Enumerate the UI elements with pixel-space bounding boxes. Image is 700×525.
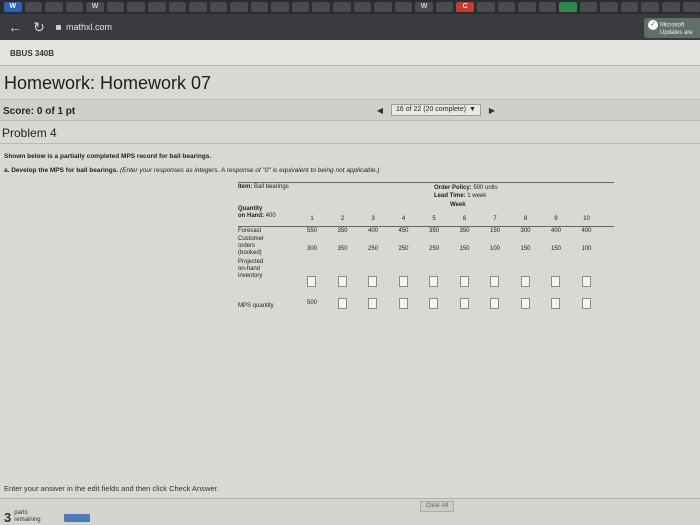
browser-tab[interactable] (312, 2, 330, 12)
customer-orders-value: 250 (398, 246, 409, 252)
browser-tab[interactable] (580, 2, 598, 12)
forecast-value: 400 (550, 228, 561, 234)
order-policy: Order Policy: 500 units Lead Time: 1 week (434, 185, 498, 199)
projected-inventory-input[interactable] (429, 276, 438, 287)
projected-inventory-input[interactable] (399, 276, 408, 287)
part-a-prompt: a. Develop the MPS for ball bearings. (Enter your responses as integers. A response of "0" is equivalent to being not applicable.) (4, 167, 380, 174)
week-number: 9 (554, 216, 558, 222)
lock-icon (56, 25, 61, 30)
browser-tab[interactable] (518, 2, 536, 12)
projected-inventory-input[interactable] (521, 276, 530, 287)
customer-orders-label: Customer orders (booked) (238, 236, 265, 256)
browser-tab[interactable]: W (86, 2, 104, 12)
score-bar (0, 99, 700, 121)
browser-tab[interactable]: W (415, 2, 433, 12)
forecast-value: 350 (337, 228, 348, 234)
problem-title: Problem 4 (2, 126, 57, 140)
browser-tab[interactable] (230, 2, 248, 12)
browser-tab[interactable] (66, 2, 84, 12)
forecast-value: 300 (520, 228, 531, 234)
projected-inventory-input[interactable] (551, 276, 560, 287)
week-header: Week (450, 202, 466, 208)
dropdown-caret-icon: ▼ (469, 106, 476, 113)
problem-intro: Shown below is a partially completed MPS record for ball bearings. (4, 153, 212, 160)
forecast-value: 400 (367, 228, 378, 234)
projected-inventory-label: Projected on-hand inventory (238, 259, 264, 279)
forecast-value: 550 (306, 228, 317, 234)
browser-tab[interactable] (107, 2, 125, 12)
mps-quantity-input[interactable] (429, 298, 438, 309)
forecast-value: 350 (428, 228, 439, 234)
browser-tab[interactable] (169, 2, 187, 12)
browser-tab[interactable] (662, 2, 680, 12)
question-select[interactable]: 16 of 22 (20 complete) ▼ (391, 104, 481, 116)
projected-inventory-input[interactable] (460, 276, 469, 287)
customer-orders-value: 100 (489, 246, 500, 252)
bottom-bar (0, 498, 700, 525)
mps-quantity-input[interactable] (399, 298, 408, 309)
parts-remaining: 3 parts remaining (4, 510, 41, 525)
mps-quantity-label: MPS quantity (238, 303, 274, 309)
browser-tab[interactable] (641, 2, 659, 12)
browser-tab[interactable] (436, 2, 454, 12)
week-number: 5 (432, 216, 436, 222)
browser-tab[interactable] (333, 2, 351, 12)
instruction-note: Enter your answer in the edit fields and then click Check Answer. (4, 484, 219, 493)
browser-tab[interactable] (148, 2, 166, 12)
week-number: 8 (523, 216, 528, 222)
reload-icon[interactable]: ↻ (33, 19, 45, 35)
browser-tab[interactable] (210, 2, 228, 12)
customer-orders-value: 250 (367, 246, 378, 252)
browser-tab[interactable] (559, 2, 577, 12)
browser-tab[interactable] (127, 2, 145, 12)
address-bar[interactable] (56, 22, 112, 32)
browser-tab[interactable] (600, 2, 618, 12)
mps-quantity-input[interactable] (551, 298, 560, 309)
browser-tab[interactable] (395, 2, 413, 12)
customer-orders-value: 350 (337, 246, 348, 252)
week-number: 1 (310, 216, 314, 222)
forecast-value: 450 (398, 228, 409, 234)
mps-quantity-input[interactable] (521, 298, 530, 309)
week-number: 6 (462, 216, 467, 222)
question-navigator (375, 104, 497, 116)
browser-tab[interactable] (25, 2, 43, 12)
clear-all-button[interactable]: Clear All (420, 501, 454, 512)
customer-orders-value: 150 (459, 246, 470, 252)
divider (0, 143, 700, 144)
customer-orders-value: 300 (306, 246, 317, 252)
quantity-on-hand-label: Quantity on Hand: 400 (238, 206, 276, 219)
forecast-value: 400 (581, 228, 592, 234)
browser-tab[interactable] (621, 2, 639, 12)
update-icon: ✓ (648, 20, 658, 30)
week-number: 10 (583, 216, 590, 222)
customer-orders-value: 100 (581, 246, 592, 252)
table-rule (238, 182, 614, 183)
browser-tab[interactable] (251, 2, 269, 12)
url-text: mathxl.com (66, 22, 113, 32)
mps-quantity-input[interactable] (338, 298, 347, 309)
course-header (0, 40, 700, 66)
mps-quantity-input[interactable] (582, 298, 591, 309)
projected-inventory-input[interactable] (338, 276, 347, 287)
browser-tab[interactable] (292, 2, 310, 12)
browser-tab-strip (0, 0, 700, 14)
browser-tab[interactable] (45, 2, 63, 12)
parts-progress-bar (64, 514, 90, 522)
projected-inventory-input[interactable] (582, 276, 591, 287)
browser-tab[interactable] (498, 2, 516, 12)
browser-tab[interactable] (539, 2, 557, 12)
projected-inventory-input[interactable] (490, 276, 499, 287)
microsoft-update-button[interactable]: ✓ Microsoft Updates are (644, 18, 700, 38)
browser-tab[interactable]: C (456, 2, 474, 12)
next-question-icon[interactable]: ▶ (488, 105, 496, 115)
week-number: 4 (401, 216, 406, 222)
week-number: 2 (340, 216, 345, 222)
page-title: Homework: Homework 07 (4, 73, 212, 93)
customer-orders-value: 150 (550, 246, 561, 252)
course-code: BBUS 340B (10, 49, 55, 58)
browser-tab[interactable] (189, 2, 207, 12)
projected-inventory-input[interactable] (307, 276, 316, 287)
browser-tab[interactable] (271, 2, 289, 12)
mps-quantity-input[interactable] (490, 298, 499, 309)
customer-orders-value: 250 (428, 246, 439, 252)
mps-record-table (238, 182, 614, 314)
table-rule (238, 226, 614, 227)
forecast-value: 150 (489, 228, 500, 234)
mps-quantity-input[interactable] (368, 298, 377, 309)
projected-inventory-input[interactable] (368, 276, 377, 287)
week-number: 7 (493, 216, 497, 222)
browser-tab[interactable] (683, 2, 700, 12)
browser-tab[interactable]: W (4, 2, 22, 12)
forecast-label: Forecast (238, 228, 262, 234)
browser-tab[interactable] (374, 2, 392, 12)
browser-tab[interactable] (354, 2, 372, 12)
mps-quantity-input[interactable] (460, 298, 469, 309)
item-label: Item: Ball bearings (238, 184, 289, 190)
mps-quantity-value: 500 (306, 300, 317, 306)
browser-tab[interactable] (477, 2, 495, 12)
back-arrow-icon[interactable]: ← (8, 19, 22, 35)
previous-question-icon[interactable]: ◀ (376, 105, 384, 115)
forecast-value: 350 (459, 228, 470, 234)
score-text: Score: 0 of 1 pt (3, 106, 76, 117)
week-number: 3 (371, 216, 375, 222)
customer-orders-value: 150 (520, 246, 531, 252)
browser-toolbar (0, 14, 700, 40)
